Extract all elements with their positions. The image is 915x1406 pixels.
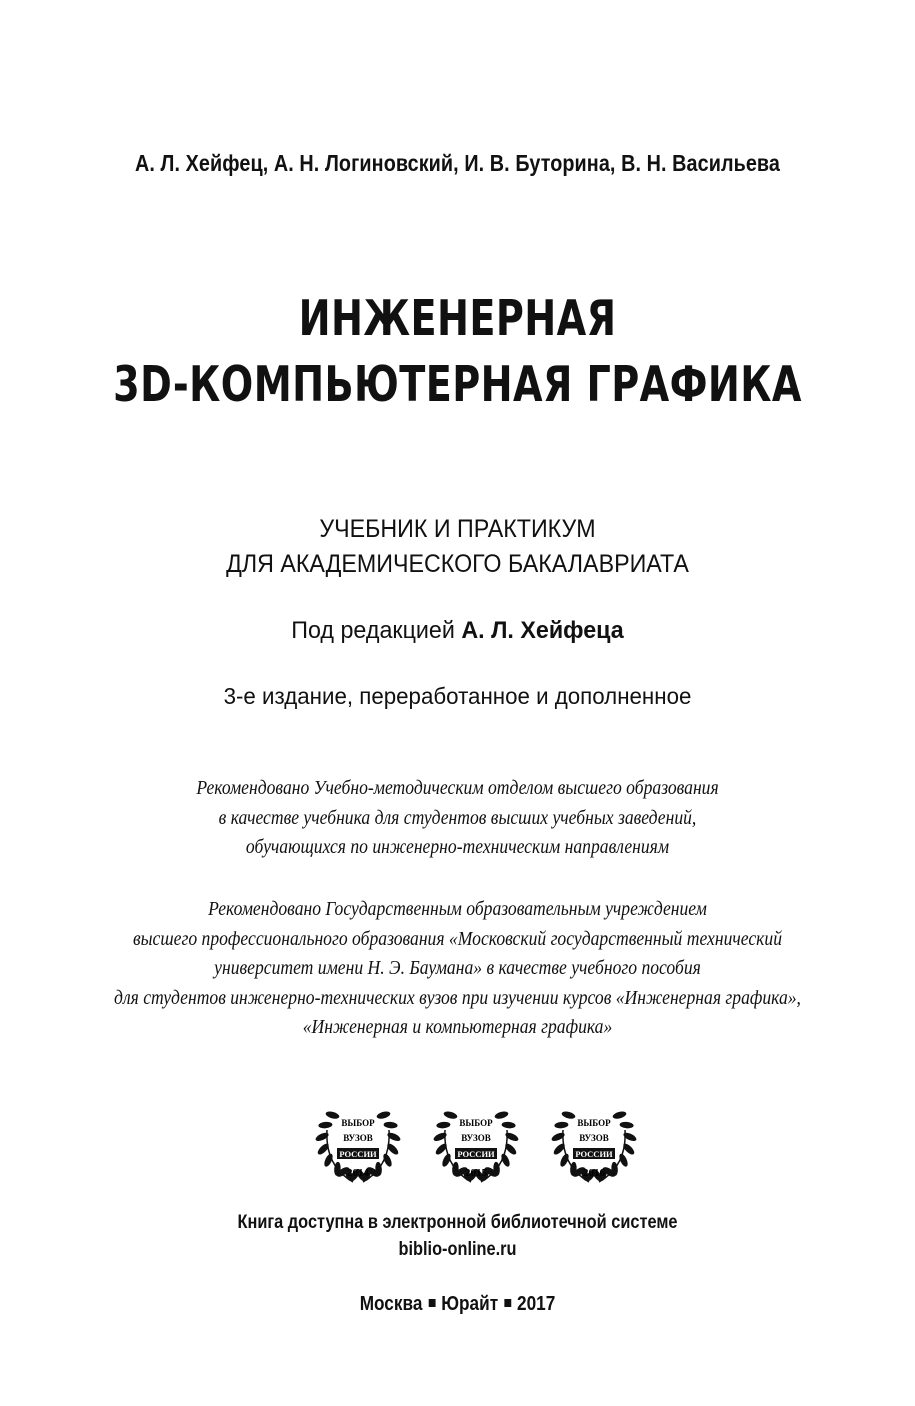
award-text-line-3: РОССИИ bbox=[575, 1149, 613, 1159]
authors: А. Л. Хейфец, А. Н. Логиновский, И. В. Буторина, В. Н. Васильева bbox=[134, 150, 780, 176]
award-text-line-1: ВЫБОР bbox=[459, 1118, 493, 1128]
ebs-availability bbox=[64, 1209, 851, 1263]
book-subtitle bbox=[32, 512, 883, 582]
award-year: 2016 bbox=[583, 1167, 605, 1179]
recommendation-2-line: «Инженерная и компьютерная графика» bbox=[302, 1016, 613, 1038]
imprint bbox=[64, 1293, 851, 1316]
imprint-year: 2017 bbox=[517, 1293, 556, 1315]
separator-square-icon bbox=[504, 1299, 511, 1307]
award-text-line-2: ВУЗОВ bbox=[461, 1133, 491, 1143]
imprint-city: Москва bbox=[359, 1293, 423, 1315]
award-year: 2014 bbox=[347, 1167, 369, 1179]
laurel-wreath-icon bbox=[549, 1096, 639, 1188]
recommendation-2-line: высшего профессионального образования «Московский государственный технический bbox=[133, 927, 782, 950]
recommendation-1 bbox=[55, 774, 860, 863]
separator-square-icon bbox=[428, 1299, 435, 1307]
laurel-wreath-icon bbox=[313, 1096, 403, 1188]
editor-prefix: Под редакцией bbox=[291, 617, 462, 644]
recommendation-2-line: Рекомендовано Государственным образовательным учреждением bbox=[208, 898, 707, 920]
recommendation-1-line: Рекомендовано Учебно-методическим отделом высшего образования bbox=[196, 777, 719, 799]
recommendation-1-line: обучающихся по инженерно-техническим направлениям bbox=[245, 836, 670, 858]
award-year: 2015 bbox=[465, 1167, 487, 1179]
recommendation-2 bbox=[55, 895, 860, 1043]
book-title bbox=[101, 286, 815, 418]
ebs-text: Книга доступна в электронной библиотечной системе bbox=[237, 1212, 678, 1233]
ebs-url: biblio-online.ru bbox=[398, 1239, 517, 1260]
award-text-line-3: РОССИИ bbox=[457, 1149, 495, 1159]
editor-name: А. Л. Хейфеца bbox=[461, 617, 624, 644]
book-title-line-2: 3D-КОМПЬЮТЕРНАЯ ГРАФИКА bbox=[113, 356, 802, 413]
recommendation-2-line: для студентов инженерно-технических вузов при изучении курсов «Инженерная графика», bbox=[114, 986, 801, 1009]
book-title-line-1: ИНЖЕНЕРНАЯ bbox=[298, 290, 617, 347]
award-text-line-2: ВУЗОВ bbox=[579, 1133, 609, 1143]
award-text-line-1: ВЫБОР bbox=[341, 1118, 375, 1128]
award-text-line-3: РОССИИ bbox=[339, 1149, 377, 1159]
award-badge-laurel-icon bbox=[549, 1096, 639, 1188]
laurel-wreath-icon bbox=[431, 1096, 521, 1188]
award-badges bbox=[0, 1096, 915, 1188]
award-badge-laurel-icon bbox=[431, 1096, 521, 1188]
recommendation-1-line: в качестве учебника для студентов высших учебных заведений, bbox=[218, 806, 697, 829]
imprint-publisher: Юрайт bbox=[441, 1293, 499, 1315]
edition-note: 3-е издание, переработанное и дополненное bbox=[223, 683, 692, 709]
award-badge-laurel-icon bbox=[313, 1096, 403, 1188]
editor-line bbox=[14, 617, 902, 645]
subtitle-line-2: ДЛЯ АКАДЕМИЧЕСКОГО БАКАЛАВРИАТА bbox=[226, 550, 689, 578]
award-text-line-1: ВЫБОР bbox=[577, 1118, 611, 1128]
subtitle-line-1: УЧЕБНИК И ПРАКТИКУМ bbox=[319, 515, 596, 543]
recommendation-2-line: университет имени Н. Э. Баумана» в качестве учебного пособия bbox=[214, 957, 701, 979]
award-text-line-2: ВУЗОВ bbox=[343, 1133, 373, 1143]
